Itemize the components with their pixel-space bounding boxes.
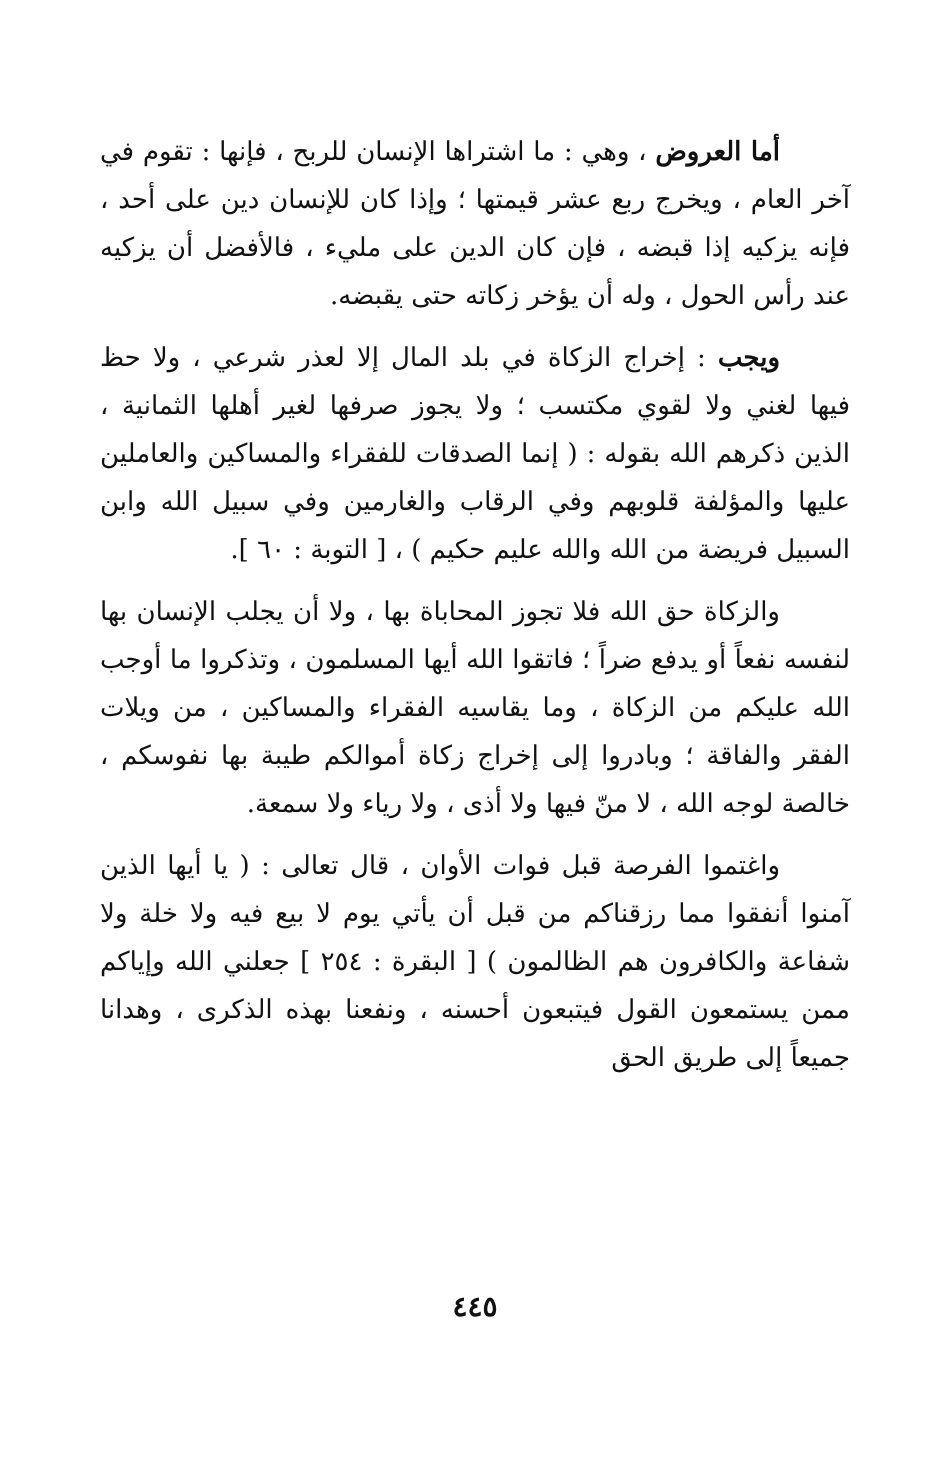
paragraph-2 bbox=[100, 334, 850, 574]
body-text bbox=[100, 128, 850, 1096]
page-number: ٤٤٥ bbox=[452, 1290, 498, 1323]
paragraph-4-text: واغتموا الفرصة قبل فوات الأوان ، قال تعالى : ( يا أيها الذين آمنوا أنفقوا مما رزقناكم من قبل أن يأتي يوم لا بيع فيه ولا خلة ولا شفاعة والكافرون هم الظالمون ) [ البقرة : ٢٥٤ ] جعلني الله وإياكم ممن يستمعون القول فيتبعون أحسنه ، ونفعنا بهذه الذكرى ، وهدانا جميعاً إلى طريق الحق bbox=[100, 851, 850, 1073]
paragraph-3 bbox=[100, 588, 850, 828]
paragraph-4 bbox=[100, 842, 850, 1082]
paragraph-2-lead: ويجب bbox=[717, 343, 780, 373]
paragraph-1-text: ، وهي : ما اشتراها الإنسان للربح ، فإنها : تقوم في آخر العام ، ويخرج ربع عشر قيمتها ؛ وإذا كان للإنسان دين على أحد ، فإنه يزكيه إذا قبضه ، فإن كان الدين على مليء ، فالأفضل أن يزكيه عند رأس الحول ، وله أن يؤخر زكاته حتى يقبضه. bbox=[100, 137, 850, 311]
paragraph-1 bbox=[100, 128, 850, 320]
paragraph-2-text: : إخراج الزكاة في بلد المال إلا لعذر شرعي ، ولا حظ فيها لغني ولا لقوي مكتسب ؛ ولا يجوز صرفها لغير أهلها الثمانية ، الذين ذكرهم الله بقوله : ( إنما الصدقات للفقراء والمساكين والعاملين عليها والمؤلفة قلوبهم وفي الرقاب والغارمين وفي سبيل الله وابن السبيل فريضة من الله والله عليم حكيم ) ، [ التوبة : ٦٠ ]. bbox=[100, 343, 850, 565]
paragraph-1-lead: أما العروض bbox=[655, 137, 780, 167]
paragraph-3-text: والزكاة حق الله فلا تجوز المحاباة بها ، ولا أن يجلب الإنسان بها لنفسه نفعاً أو يدفع ضراً ؛ فاتقوا الله أيها المسلمون ، وتذكروا ما أوجب الله عليكم من الزكاة ، وما يقاسيه الفقراء والمساكين ، من ويلات الفقر والفاقة ؛ وبادروا إلى إخراج زكاة أموالكم طيبة بها نفوسكم ، خالصة لوجه الله ، لا منّ فيها ولا أذى ، ولا رياء ولا سمعة. bbox=[100, 597, 850, 819]
